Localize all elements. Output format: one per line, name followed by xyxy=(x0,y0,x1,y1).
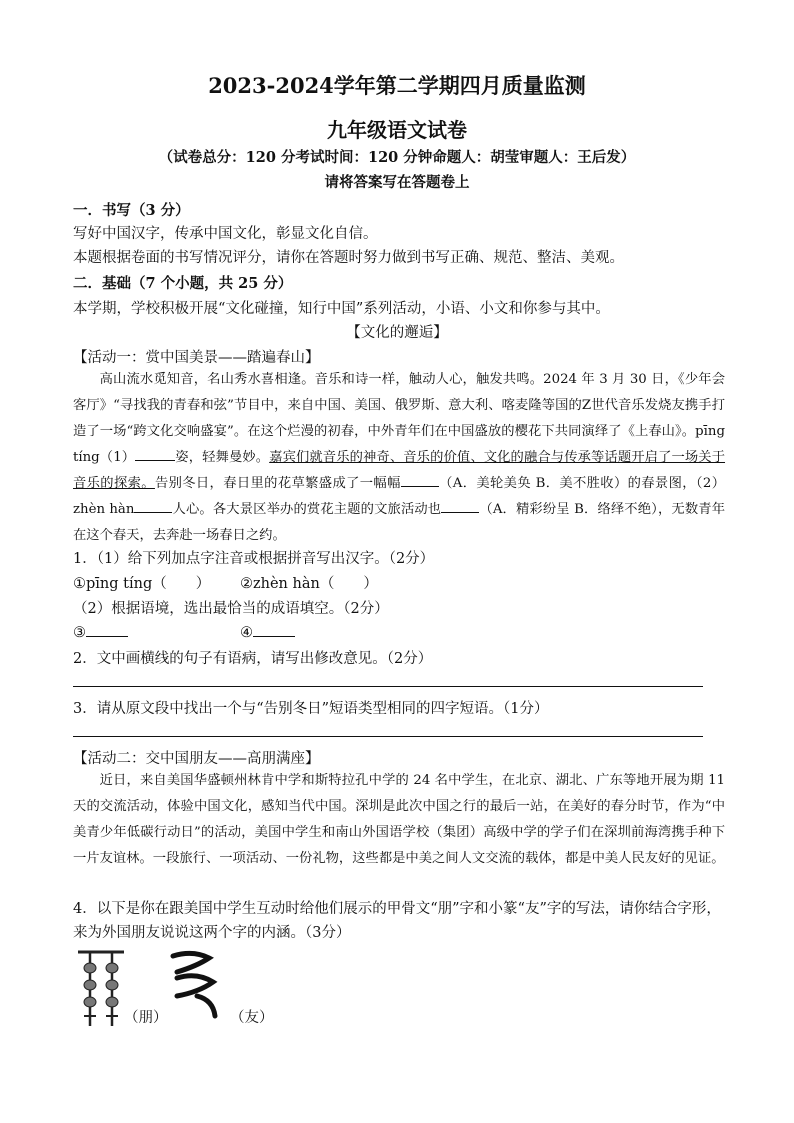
blank-2 xyxy=(134,498,172,513)
exam-info: （试卷总分：120 分考试时间：120 分钟命题人：胡莹审题人：王后发） xyxy=(158,149,636,166)
activity1-text-d: 告别冬日，春日里的花草繁盛成了一幅幅 xyxy=(154,476,401,491)
caption-peng: （朋） xyxy=(124,1010,168,1026)
caption-you: （友） xyxy=(230,1010,274,1026)
activity2-title: 【活动二：交中国朋友——高朋满座】 xyxy=(73,751,320,767)
underlined-sentence: 嘉宾们就音乐的神奇、音乐的价值、文化的融合与传承等话题开启了一场关于音乐的探索。 xyxy=(73,450,726,491)
activity1-text-a: 高山流水觅知音，名山秀水喜相逢。音乐和诗一样，触动人心，触发共鸣。2024 年 3 月 30 日，《少年会客厅》“寻找我的青春和弦”节目中，来自中国、美国、俄罗斯、意大利、喀麦隆等国的Z世代音乐发烧友携手打造了一场“跨文化交响盛宴”。在这个烂漫的初春，中外青年们在中国盛放的樱花下共同演绎了《上春山》。pīng tíng（1） xyxy=(73,372,725,465)
activity1-text-e: （A．美轮美奂 B．美不胜收）的春景图，（2）zhèn hàn xyxy=(73,476,726,517)
answer-line-q2 xyxy=(73,686,703,687)
answer-blank-3 xyxy=(86,622,128,637)
question-3: 3．请从原文段中找出一个与“告别冬日”短语类型相同的四字短语。（1分） xyxy=(73,701,549,717)
activity2-paragraph: 近日，来自美国华盛顿州林肯中学和斯特拉孔中学的 24 名中学生，在北京、湖北、广东等地开展为期 11 天的交流活动，体验中国文化，感知当代中国。深圳是此次中国之行的最后一站，在美好的春分时节，作为“中美青少年低碳行动日”的活动，美国中学生和南山外国语学校（集团）高级中学的学子们在深圳前海湾携手种下一片友谊林。一段旅行、一项活动、一份礼物，这些都是中美之间人文交流的载体，都是中美人民友好的见证。 xyxy=(73,773,725,866)
exam-subtitle: 九年级语文试卷 xyxy=(327,118,467,142)
section2-center-title: 【文化的邂逅】 xyxy=(346,325,448,341)
q1-option-3 xyxy=(73,622,128,641)
oracle-peng-character-icon xyxy=(76,948,126,1028)
question-4-line2: 来为外国朋友说说这两个字的内涵。（3分） xyxy=(73,925,351,941)
activity1-title: 【活动一：赏中国美景——踏遍春山】 xyxy=(73,350,320,366)
activity1-text-g: （A．精彩纷呈 B．络绎不绝），无数青年在这个春天，去奔赴一场春日之约。 xyxy=(73,502,725,543)
question-2: 2．文中画横线的句子有语病，请写出修改意见。（2分） xyxy=(73,651,433,667)
q1-option-2: ②zhèn hàn（ ） xyxy=(240,576,378,592)
question-4-line1: 4．以下是你在跟美国中学生互动时给他们展示的甲骨文“朋”字和小篆“友”字的写法，请你结合字形， xyxy=(73,901,721,917)
question-1: 1．（1）给下列加点字注音或根据拼音写出汉字。（2分） xyxy=(73,551,435,567)
blank-4 xyxy=(441,498,479,513)
blank-1 xyxy=(135,446,175,461)
section2-intro: 本学期，学校积极开展“文化碰撞，知行中国”系列活动，小语、小文和你参与其中。 xyxy=(73,301,610,317)
q1-option-4 xyxy=(240,622,295,641)
q1-option-4-label: ④ xyxy=(240,625,253,641)
q1-option-1: ①pīng tíng（ ） xyxy=(73,576,211,592)
question-1-part2: （2）根据语境，选出最恰当的成语填空。（2分） xyxy=(73,601,389,617)
section1-line1: 写好中国汉字，传承中国文化，彰显文化自信。 xyxy=(73,226,378,242)
answer-notice: 请将答案写在答题卷上 xyxy=(324,174,470,191)
seal-you-character-icon xyxy=(163,948,227,1024)
answer-blank-4 xyxy=(253,622,295,637)
q1-option-3-label: ③ xyxy=(73,625,86,641)
section2-heading: 二．基础（7 个小题，共 25 分） xyxy=(73,275,293,292)
section1-heading: 一．书写（3 分） xyxy=(73,202,190,219)
activity1-paragraph xyxy=(73,367,725,549)
activity1-text-f: 人心。各大景区举办的赏花主题的文旅活动也 xyxy=(172,502,442,517)
section1-line2: 本题根据卷面的书写情况评分，请你在答题时努力做到书写正确、规范、整洁、美观。 xyxy=(73,250,624,266)
blank-3 xyxy=(401,472,439,487)
answer-line-q3 xyxy=(73,736,703,737)
exam-title: 2023-2024学年第二学期四月质量监测 xyxy=(208,73,586,98)
activity1-text-b: 姿，轻舞曼妙。 xyxy=(175,450,270,465)
